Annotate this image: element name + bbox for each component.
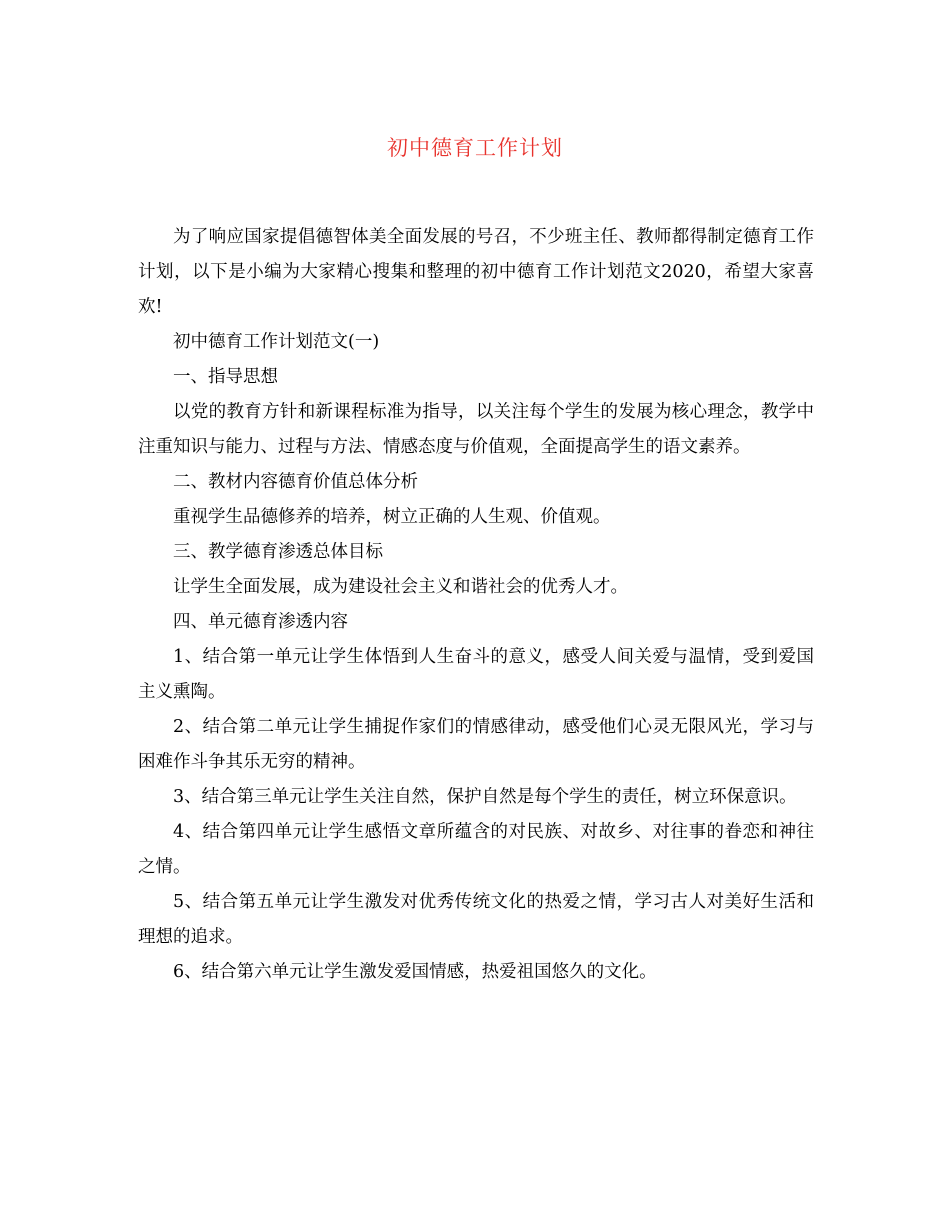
unit-item-4: 4、结合第四单元让学生感悟文章所蕴含的对民族、对故乡、对往事的眷恋和神往之情。 xyxy=(138,822,814,877)
document-title: 初中德育工作计划 xyxy=(387,136,563,160)
intro-paragraph: 为了响应国家提倡德智体美全面发展的号召，不少班主任、教师都得制定德育工作计划，以下是小编为大家精心搜集和整理的初中德育工作计划范文2020，希望大家喜欢! xyxy=(138,227,814,317)
section-paragraph-2: 重视学生品德修养的培养，树立正确的人生观、价值观。 xyxy=(173,507,611,527)
document-body xyxy=(138,220,814,990)
unit-item-5: 5、结合第五单元让学生激发对优秀传统文化的热爱之情，学习古人对美好生活和理想的追求。 xyxy=(138,892,814,947)
unit-item-2: 2、结合第二单元让学生捕捉作家们的情感律动，感受他们心灵无限风光，学习与困难作斗争其乐无穷的精神。 xyxy=(138,717,814,772)
section-heading-1: 一、指导思想 xyxy=(173,367,278,387)
section-paragraph-3: 让学生全面发展，成为建设社会主义和谐社会的优秀人才。 xyxy=(173,577,628,597)
section-heading-3: 三、教学德育渗透总体目标 xyxy=(173,542,383,562)
unit-item-6: 6、结合第六单元让学生激发爱国情感，热爱祖国悠久的文化。 xyxy=(173,962,657,982)
sample-heading: 初中德育工作计划范文(一) xyxy=(173,332,380,352)
section-heading-4: 四、单元德育渗透内容 xyxy=(173,612,348,632)
unit-item-1: 1、结合第一单元让学生体悟到人生奋斗的意义，感受人间关爱与温情，受到爱国主义熏陶。 xyxy=(138,647,814,702)
section-heading-2: 二、教材内容德育价值总体分析 xyxy=(173,472,418,492)
unit-item-3: 3、结合第三单元让学生关注自然，保护自然是每个学生的责任，树立环保意识。 xyxy=(173,787,797,807)
section-paragraph-1: 以党的教育方针和新课程标准为指导，以关注每个学生的发展为核心理念，教学中注重知识与能力、过程与方法、情感态度与价值观，全面提高学生的语文素养。 xyxy=(138,402,814,457)
